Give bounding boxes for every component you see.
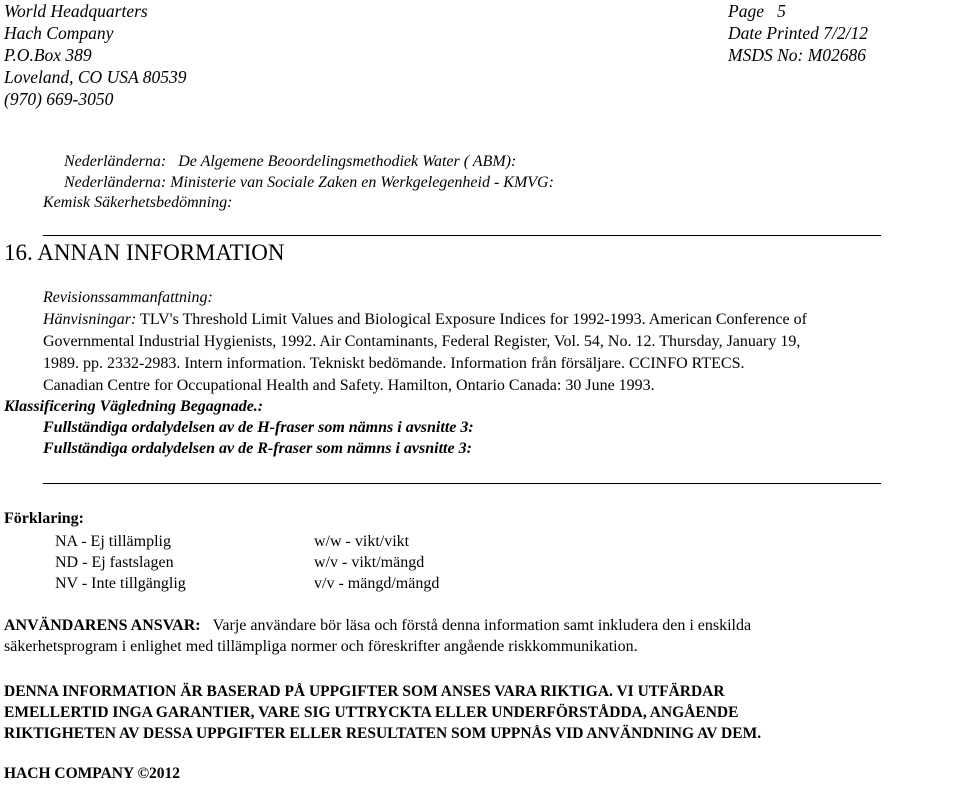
h-phrases-heading: Fullständiga ordalydelsen av de H-fraser som nämns i avsnitte 3: [43,419,474,436]
regulation-name: Ministerie van Sociale Zaken en Werkgelegenheid - KMVG: [170,174,554,191]
disclaimer [4,681,761,744]
disclaimer-line: EMELLERTID INGA GARANTIER, VARE SIG UTTRYCKTA ELLER UNDERFÖRSTÅDDA, ANGÅENDE [4,704,739,721]
regulation-line-2 [64,174,554,192]
user-responsibility-label: ANVÄNDARENS ANSVAR: [4,617,201,634]
user-responsibility-line-1 [4,617,751,635]
section-title: 16. ANNAN INFORMATION [4,240,285,265]
legend-title: Förklaring: [4,510,84,527]
legend-right-column [314,531,439,594]
references-line-4: Canadian Centre for Occupational Health and Safety. Hamilton, Ontario Canada: 30 June 1993. [43,377,655,394]
user-responsibility-line-2: säkerhetsprogram i enlighet med tillämpliga normer och föreskrifter angående riskkommunikation. [4,638,638,655]
date-printed: Date Printed 7/2/12 [728,23,868,43]
address-line: Loveland, CO USA 80539 [4,67,187,87]
msds-number: MSDS No: M02686 [728,45,867,65]
legend-item: w/v - vikt/mängd [314,554,425,571]
page-label: Page [728,1,764,21]
regulation-country: Nederländerna: [64,174,167,191]
regulation-line-3 [43,194,232,212]
legend-item: ND - Ej fastslagen [55,554,174,571]
references-line-1 [43,311,807,329]
references-text: TLV's Threshold Limit Values and Biological Exposure Indices for 1992-1993. American Conference of [140,311,807,328]
page-info [728,0,868,66]
legend-item: NA - Ej tillämplig [55,533,171,550]
references-line-2: Governmental Industrial Hygienists, 1992. Air Contaminants, Federal Register, Vol. 54, No. 12. Thursday, January 19, [43,333,801,350]
footer-copyright: HACH COMPANY ©2012 [4,765,181,782]
classification-label: Klassificering Vägledning Begagnade.: [4,398,264,415]
regulation-label: Kemisk Säkerhetsbedömning: [43,194,233,211]
disclaimer-line: RIKTIGHETEN AV DESSA UPPGIFTER ELLER RESULTATEN SOM UPPNÅS VID ANVÄNDNING AV DEM. [4,725,762,742]
section-divider [43,483,881,484]
r-phrases-heading: Fullständiga ordalydelsen av de R-fraser som nämns i avsnitte 3: [43,440,472,457]
legend-left-column [55,531,186,594]
references-line-3: 1989. pp. 2332-2983. Intern information. Tekniskt bedömande. Information från försäljare. CCINFO RTECS. [43,355,745,372]
address-line: (970) 669-3050 [4,89,114,109]
address-line: P.O.Box 389 [4,45,92,65]
address-line: World Headquarters [4,1,148,21]
page-number: 5 [777,1,786,21]
user-responsibility-text: Varje användare bör läsa och förstå denna information samt inkludera den i enskilda [212,617,752,634]
page-number-line [728,0,868,22]
references-label: Hänvisningar: [43,311,137,328]
regulation-line-1 [64,153,516,171]
address-line: Hach Company [4,23,114,43]
legend-item: w/w - vikt/vikt [314,533,410,550]
disclaimer-line: DENNA INFORMATION ÄR BASERAD PÅ UPPGIFTER SOM ANSES VARA RIKTIGA. VI UTFÄRDAR [4,683,725,700]
revision-summary-label: Revisionssammanfattning: [43,289,213,306]
legend-item: v/v - mängd/mängd [314,575,440,592]
legend-item: NV - Inte tillgänglig [55,575,186,592]
regulation-name: De Algemene Beoordelingsmethodiek Water ( ABM): [178,153,517,170]
regulation-country: Nederländerna: [64,153,167,170]
section-divider [43,235,881,236]
address-block [4,0,186,110]
